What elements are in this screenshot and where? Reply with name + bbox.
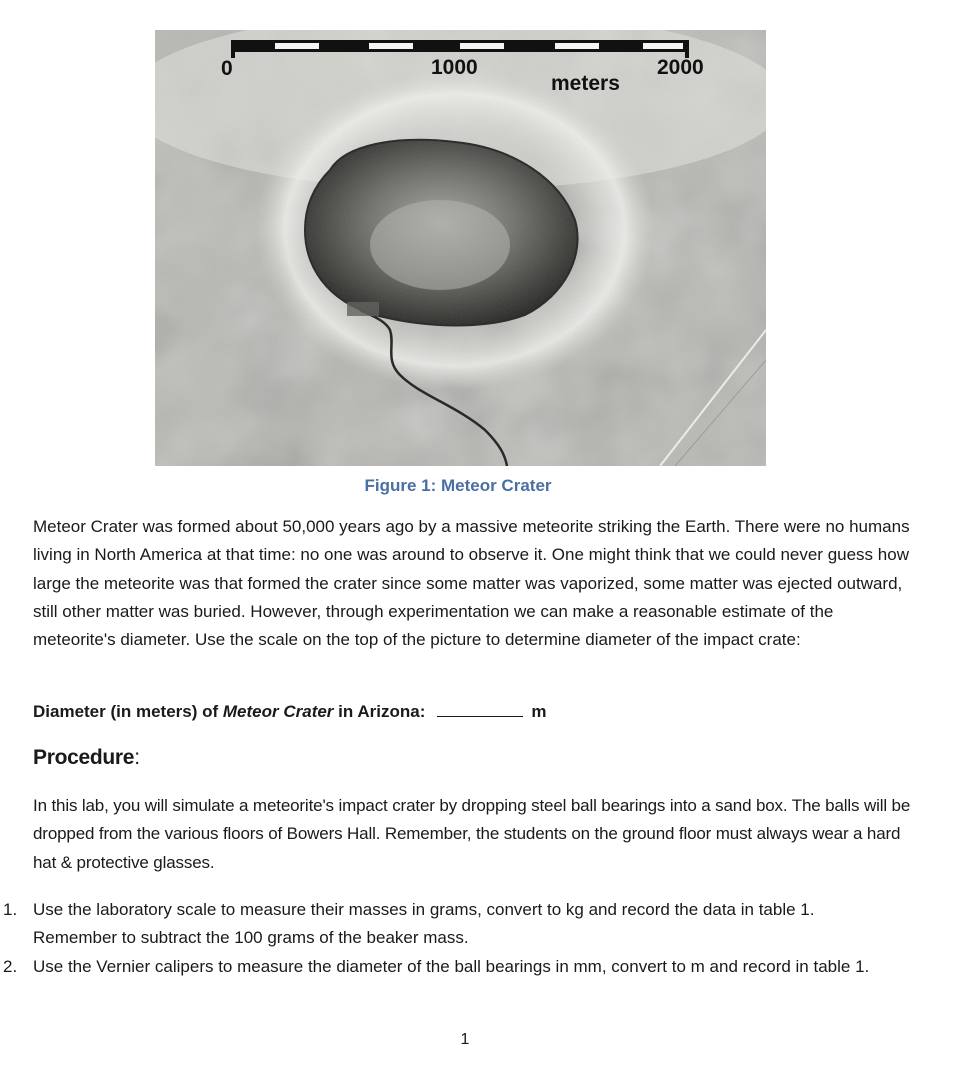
figure-caption: Figure 1: Meteor Crater [364,476,552,495]
crater-photo [155,30,766,466]
intro-paragraph: Meteor Crater was formed about 50,000 years ago by a massive meteorite striking the Earth. There were no humans living in North America at that time: no one was around to observe it. One might think that we could never guess how large the meteorite was that formed the crater since some matter was vaporized, some matter was ejected outward, still other matter was buried. However, through experimentation we can make a reasonable estimate of the meteorite's diameter. Use the scale on the top of the picture to determine diameter of the impact crate: [33,517,910,650]
step-number: 2. [3,956,18,976]
page-number: 1 [460,1031,470,1048]
diameter-question [33,702,547,722]
diameter-unit: m [531,702,547,721]
diameter-suffix: in Arizona: [333,702,426,721]
crater-image [155,30,766,466]
step-text: Use the Vernier calipers to measure the diameter of the ball bearings in mm, convert to m and record in table 1. [33,956,870,976]
procedure-paragraph: In this lab, you will simulate a meteorite's impact crater by dropping steel ball bearings into a sand box. The balls will be dropped from the various floors of Bowers Hall. Remember, the students on the ground floor must always wear a hard hat & protective glasses. [33,796,911,872]
step-text: Use the laboratory scale to measure their masses in grams, convert to kg and record the data in table 1. Remember to subtract the 100 grams of the beaker mass. [33,900,815,948]
scale-label-zero: 0 [221,57,233,80]
list-item [0,953,900,981]
procedure-heading [33,746,140,770]
diameter-answer-blank[interactable] [437,702,523,717]
scale-label-1000: 1000 [431,56,478,79]
diameter-prefix: Diameter (in meters) of [33,702,223,721]
diameter-italic: Meteor Crater [222,702,334,721]
step-number: 1. [3,900,18,919]
procedure-heading-colon: : [134,746,140,769]
scale-label-unit: meters [551,72,620,95]
procedure-heading-text: Procedure [33,746,135,769]
scale-label-2000: 2000 [657,56,704,79]
procedure-steps [0,896,900,981]
list-item [0,896,900,953]
